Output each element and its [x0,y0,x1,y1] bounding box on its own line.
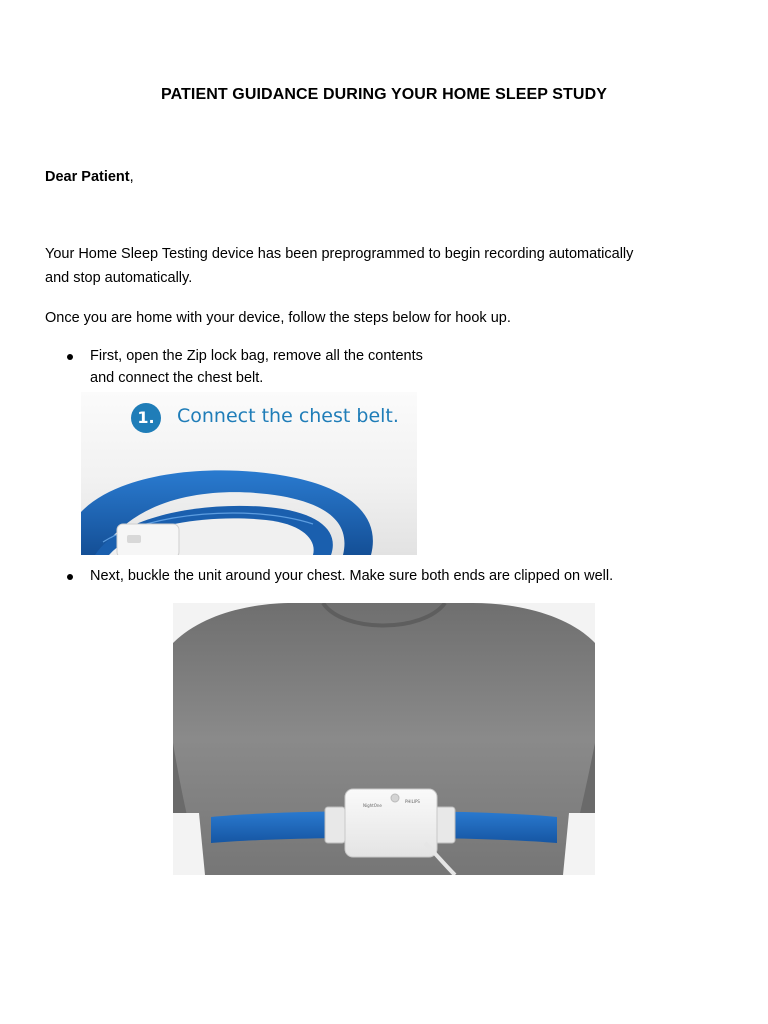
document-title: PATIENT GUIDANCE DURING YOUR HOME SLEEP STUDY [160,86,608,103]
bullet-step-2-text: Next, buckle the unit around your chest. Make sure both ends are clipped on well. [90,568,614,584]
intro-paragraph-line2: and stop automatically. [45,270,193,286]
bullet-step-1-text [90,345,423,389]
instructions-paragraph: Once you are home with your device, follow the steps below for hook up. [45,310,511,326]
intro-paragraph-line1: Your Home Sleep Testing device has been preprogrammed to begin recording automatically [45,246,634,262]
greeting-name: Dear Patient [45,169,130,185]
bullet-dot [67,354,73,360]
greeting [45,169,134,185]
intro-paragraph [45,242,735,290]
bullet-dot [67,574,73,580]
step-heading: Connect the chest belt. [177,405,399,427]
bullet-step-1-line1: First, open the Zip lock bag, remove all the contents [90,348,423,364]
connect-chest-belt-image [81,392,417,555]
greeting-suffix: , [129,169,134,185]
device-model-label: PHILIPS [405,799,420,804]
chest-device-photo [173,603,595,875]
device-brand-label: NightOne [363,803,382,808]
step-number-badge: 1. [131,403,161,433]
chest-device-image [173,603,595,875]
bullet-step-1-line2: and connect the chest belt. [90,370,264,386]
